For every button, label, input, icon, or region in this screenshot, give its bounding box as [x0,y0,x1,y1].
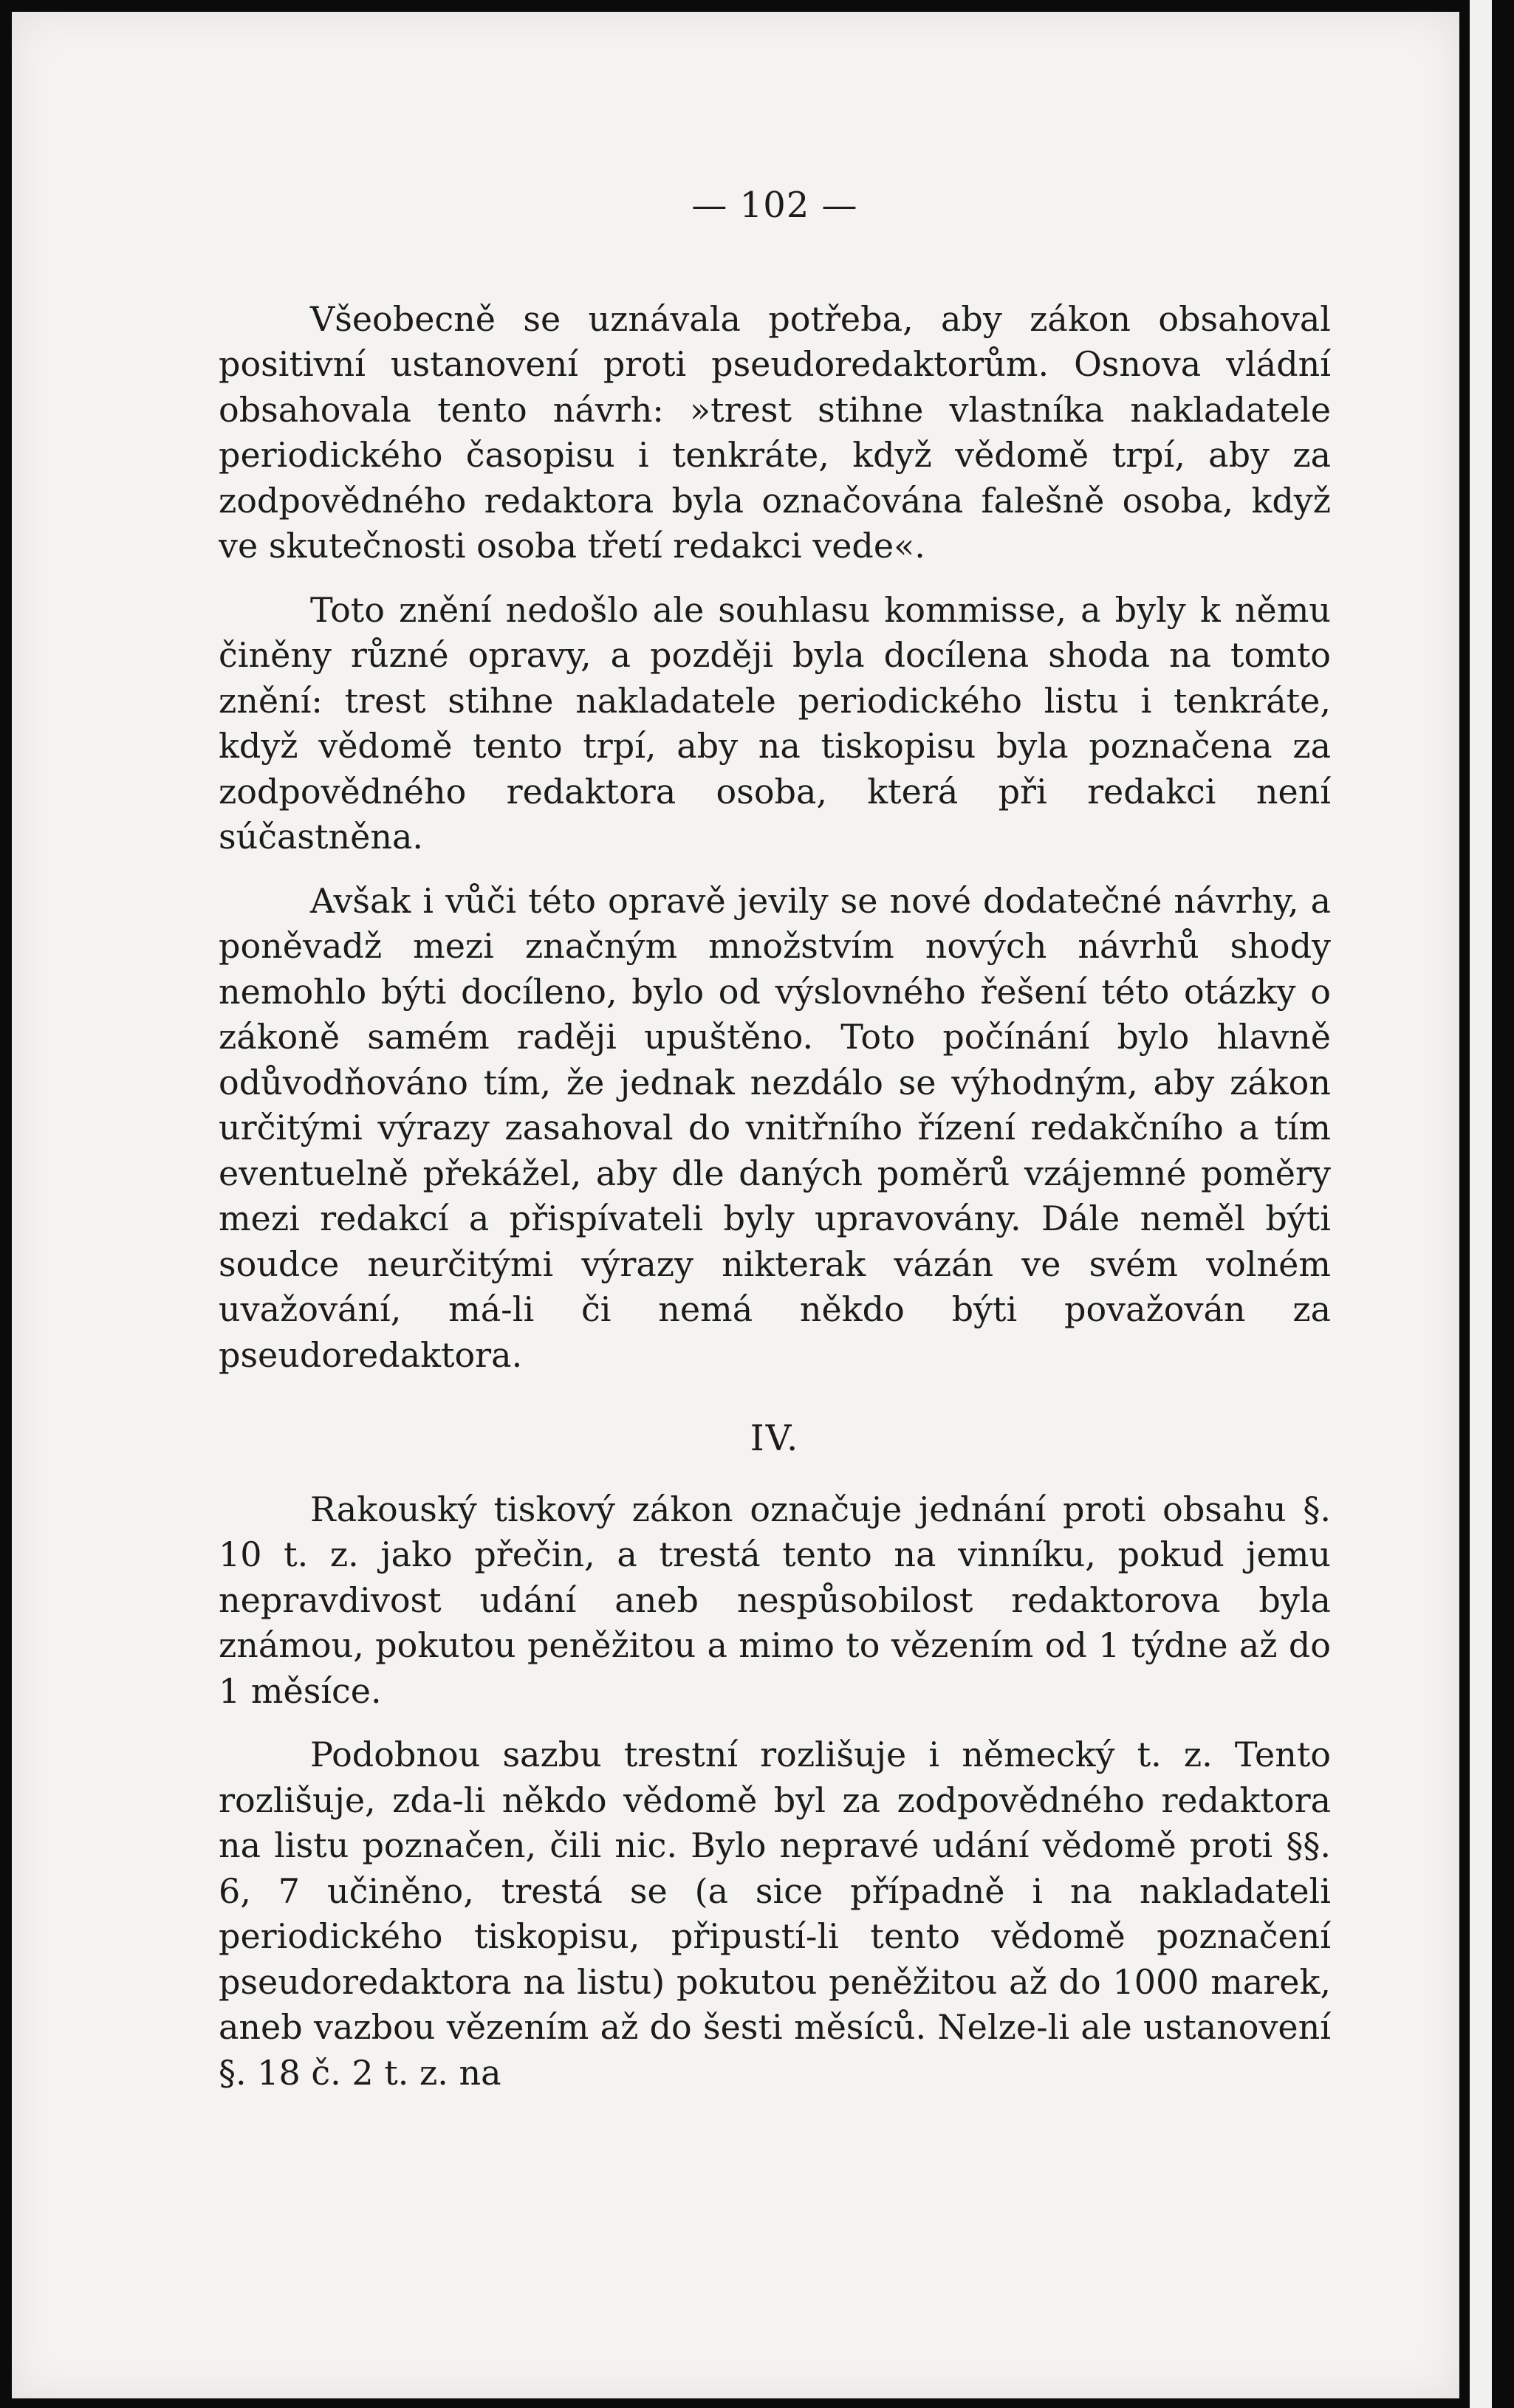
paragraph-pseudoredaktor-need: Všeobecně se uznávala potřeba, aby zákon obsahoval positivní ustanovení proti pseudoredaktorům. Osnova vládní obsahovala tento návrh: »trest stihne vlastníka nakladatele periodického časopisu i tenkráte, když vědomě trpí, aby za zodpovědného redaktora byla označována falešně osoba, když ve skutečnosti osoba třetí redakci vede«. [219,298,1331,566]
page-edge-shadow [1459,0,1470,2408]
section-heading: IV. [750,1418,800,1459]
page-number: — 102 — [691,185,858,226]
paragraph-kommisse-amendments: Toto znění nedošlo ale souhlasu kommisse, a byly k němu činěny různé opravy, a později byla docílena shoda na tomto znění: trest stihne nakladatele periodického listu i tenkráte, když vědomě tento trpí, aby na tiskopisu byla poznačena za zodpovědného redaktora osoba, která při redakci není súčastněna. [219,589,1331,857]
paragraph-german-press-law: Podobnou sazbu trestní rozlišuje i německý t. z. Tento rozlišuje, zda-li někdo vědomě byl za zodpovědného redaktora na listu poznačen, čili nic. Bylo nepravé udání vědomě proti §§. 6, 7 učiněno, trestá se (a sice případně i na nakladateli periodického tiskopisu, připustí-li tento vědomě poznačení pseudoredaktora na listu) pokutou peněžitou až do 1000 marek, aneb vazbou vězením až do šesti měsíců. Nelze-li ale ustanovení §. 18 č. 2 t. z. na [219,1735,1331,2093]
adjacent-page-edge [1470,0,1492,2408]
page-content [219,183,1331,2114]
paragraph-additional-proposals: Avšak i vůči této opravě jevily se nové dodatečné návrhy, a poněvadž mezi značným množstvím nových návrhů shody nemohlo býti docíleno, bylo od výslovného řešení této otázky o zákoně samém raději upuštěno. Toto počínání bylo hlavně odůvodňováno tím, že jednak nezdálo se výhodným, aby zákon určitými výrazy zasahoval do vnitřního řízení redakčního a tím eventuelně překážel, aby dle daných poměrů vzájemné poměry mezi redakcí a přispívateli byly upravovány. Dále neměl býti soudce neurčitými výrazy nikterak vázán ve svém volném uvažování, má-li či nemá někdo býti považován za pseudoredaktora. [219,880,1331,1375]
paragraph-austrian-press-law: Rakouský tiskový zákon označuje jednání proti obsahu §. 10 t. z. jako přečin, a trestá tento na vinníku, pokud jemu nepravdivost udání aneb nespůsobilost redaktorova byla známou, pokutou peněžitou a mimo to vězením od 1 týdne až do 1 měsíce. [219,1489,1331,1711]
